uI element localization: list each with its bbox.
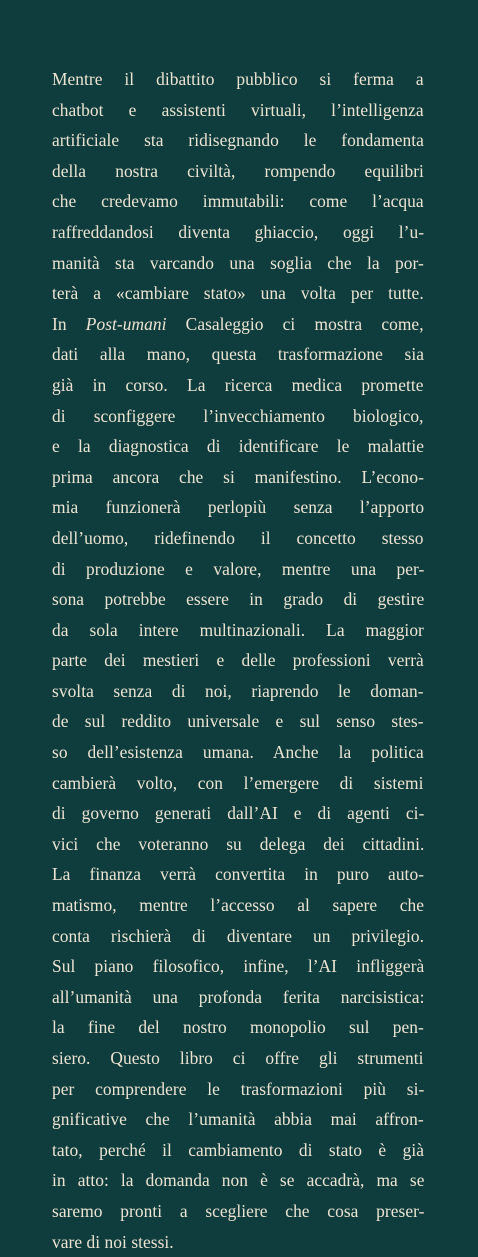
blurb-line: matismo, mentre l’accesso al sapere che — [52, 895, 425, 916]
blurb-line: La finanza verrà convertita in puro auto- — [52, 864, 425, 885]
blurb-line: so dell’esistenza umana. Anche la politica — [52, 742, 424, 763]
blurb-line: svolta senza di noi, riaprendo le doman- — [52, 680, 424, 701]
blurb-line: e la diagnostica di identificare le malattie — [52, 436, 425, 457]
blurb-line: raffreddandosi diventa ghiaccio, oggi l’u- — [52, 221, 425, 242]
blurb-line: gnificative che l’umanità abbia mai affron- — [52, 1109, 424, 1130]
blurb-line: che credevamo immutabili: come l’acqua — [52, 191, 424, 212]
blurb-line: vici che voteranno su delega dei cittadini. — [52, 833, 425, 854]
blurb-line: prima ancora che si manifestino. L’econo- — [52, 466, 425, 487]
blurb-line: parte dei mestieri e delle professioni verrà — [52, 650, 424, 671]
blurb-line: conta rischierà di diventare un privilegio. — [52, 925, 424, 946]
blurb-line: in atto: la domanda non è se accadrà, ma se — [52, 1170, 425, 1191]
blurb-line: de sul reddito universale e sul senso stes- — [52, 711, 424, 732]
blurb-line-last: vare di noi stessi. — [52, 1231, 174, 1252]
blurb-line: tato, perché il cambiamento di stato è già — [52, 1139, 424, 1160]
blurb-line: manità sta varcando una soglia che la por- — [52, 252, 424, 273]
blurb-line-book-title — [52, 309, 424, 340]
blurb-line: saremo pronti a scegliere che cosa preser- — [52, 1200, 425, 1221]
blurb-line: all’umanità una profonda ferita narcisistica: — [52, 986, 425, 1007]
blurb-line: già in corso. La ricerca medica promette — [52, 374, 424, 395]
blurb-line: cambierà volto, con l’emergere di sistemi — [52, 772, 424, 793]
blurb-line: dati alla mano, questa trasformazione sia — [52, 344, 424, 365]
blurb-line: di sconfiggere l’invecchiamento biologico, — [52, 405, 424, 426]
blurb-line: chatbot e assistenti virtuali, l’intelligenza — [52, 99, 424, 120]
blurb-line: Sul piano filosofico, infine, l’AI infliggerà — [52, 956, 425, 977]
book-title-italic: Post-umani — [85, 313, 167, 334]
blurb-text — [52, 64, 424, 1257]
blurb-line: artificiale sta ridisegnando le fondamenta — [52, 130, 424, 151]
blurb-line-post: Casaleggio ci mostra come, — [166, 313, 424, 334]
blurb-line: sona potrebbe essere in grado di gestire — [52, 589, 425, 610]
blurb-line: la fine del nostro monopolio sul pen- — [52, 1017, 424, 1038]
blurb-line: mia funzionerà perlopiù senza l’apporto — [52, 497, 425, 518]
blurb-line: di produzione e valore, mentre una per- — [52, 558, 425, 579]
blurb-line: di governo generati dall’AI e di agenti ci- — [52, 803, 425, 824]
blurb-line: da sola intere multinazionali. La maggior — [52, 619, 424, 640]
blurb-line: per comprendere le trasformazioni più si- — [52, 1078, 425, 1099]
blurb-line: Mentre il dibattito pubblico si ferma a — [52, 69, 424, 89]
blurb-line: dell’uomo, ridefinendo il concetto stesso — [52, 527, 424, 548]
blurb-line: siero. Questo libro ci offre gli strumenti — [52, 1048, 424, 1068]
blurb-line: della nostra civiltà, rompendo equilibri — [52, 160, 424, 181]
blurb-line-pre: In — [52, 313, 86, 334]
blurb-line: terà a «cambiare stato» una volta per tutte. — [52, 283, 424, 304]
